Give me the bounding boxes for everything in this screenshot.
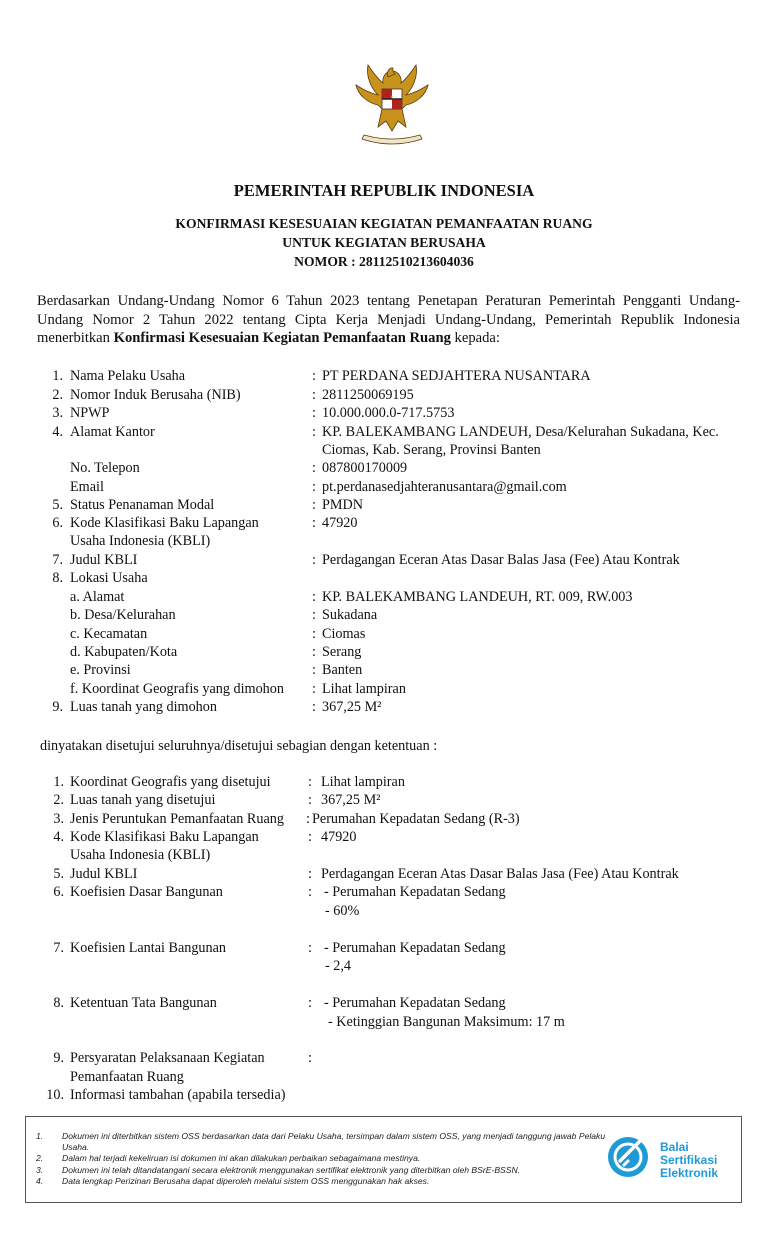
row-label: Lokasi Usaha	[70, 570, 148, 586]
footnote-number: 1.	[36, 1131, 44, 1141]
row-label: Kode Klasifikasi Baku Lapangan	[70, 515, 259, 531]
row-value: 47920	[322, 515, 358, 531]
row-label: NPWP	[70, 405, 110, 421]
row-value: 10.000.000.0-717.5753	[322, 405, 455, 421]
row-label: Alamat Kantor	[70, 424, 155, 440]
government-title: PEMERINTAH REPUBLIK INDONESIA	[233, 181, 535, 200]
row-label: Nama Pelaku Usaha	[70, 368, 186, 384]
row-value: - 60%	[325, 903, 360, 919]
intro-paragraph	[37, 292, 740, 348]
row-label: Jenis Peruntukan Pemanfaatan Ruang	[70, 811, 284, 827]
footnote-text: Dokumen ini telah ditandatangani secara elektronik menggunakan sertifikat elektronik yang diterbitkan oleh BSrE-BSSN.	[62, 1165, 521, 1175]
row-colon: :	[312, 662, 316, 678]
row-label: Email	[70, 479, 104, 495]
row-num: 1.	[53, 774, 64, 790]
row-label: Kode Klasifikasi Baku Lapangan	[70, 829, 259, 845]
row-value: - Perumahan Kepadatan Sedang	[324, 995, 506, 1011]
row-label: Usaha Indonesia (KBLI)	[70, 533, 211, 549]
row-colon: :	[308, 829, 312, 845]
footnote-number: 3.	[36, 1165, 44, 1175]
row-value: Lihat lampiran	[322, 681, 406, 697]
bsre-logo	[606, 1131, 736, 1181]
row-colon: :	[312, 681, 316, 697]
row-value: PMDN	[322, 497, 363, 513]
row-colon: :	[308, 792, 312, 808]
row-value: - 2,4	[325, 958, 352, 974]
row-num: 3.	[53, 811, 64, 827]
row-value: Ciomas	[322, 626, 366, 642]
row-label: Usaha Indonesia (KBLI)	[70, 847, 211, 863]
footnote-text: Dalam hal terjadi kekeliruan isi dokumen ini akan dilakukan perbaikan sebagaimana mestinya.	[62, 1153, 421, 1163]
row-value: - Perumahan Kepadatan Sedang	[324, 940, 506, 956]
bsre-logo-icon	[606, 1131, 736, 1181]
row-value: 367,25 M²	[322, 699, 382, 715]
row-value: - Perumahan Kepadatan Sedang	[324, 884, 506, 900]
row-num: 2.	[52, 387, 63, 403]
row-num: 4.	[53, 829, 64, 845]
row-num: 6.	[53, 884, 64, 900]
row-colon: :	[306, 811, 310, 827]
row-value: Serang	[322, 644, 362, 660]
footnote-text: Data lengkap Perizinan Berusaha dapat diperoleh melalui sistem OSS menggunakan hak akses.	[62, 1176, 430, 1186]
row-value: Lihat lampiran	[321, 774, 405, 790]
row-value: pt.perdanasedjahteranusantara@gmail.com	[322, 479, 567, 495]
row-num: 5.	[53, 866, 64, 882]
row-colon: :	[308, 774, 312, 790]
row-num: 4.	[52, 424, 63, 440]
row-value: Perdagangan Eceran Atas Dasar Balas Jasa (Fee) Atau Kontrak	[321, 866, 679, 882]
row-value: Ciomas, Kab. Serang, Provinsi Banten	[322, 442, 541, 458]
row-colon: :	[308, 884, 312, 900]
row-colon: :	[312, 387, 316, 403]
row-colon: :	[312, 368, 316, 384]
row-label: Pemanfaatan Ruang	[70, 1069, 184, 1085]
bsre-line1: Balai	[660, 1140, 689, 1154]
row-value: Sukadana	[322, 607, 378, 623]
row-value: Perumahan Kepadatan Sedang (R-3)	[312, 811, 520, 827]
footnote-number: 4.	[36, 1176, 44, 1186]
row-label: Judul KBLI	[70, 866, 138, 882]
row-colon: :	[312, 552, 316, 568]
row-label: Informasi tambahan (apabila tersedia)	[70, 1087, 286, 1103]
row-label: a. Alamat	[70, 589, 125, 605]
row-colon: :	[312, 460, 316, 476]
row-label: Persyaratan Pelaksanaan Kegiatan	[70, 1050, 265, 1066]
row-value: KP. BALEKAMBANG LANDEUH, RT. 009, RW.003	[322, 589, 633, 605]
intro-text: Berdasarkan Undang-Undang Nomor 6 Tahun 2023 tentang Penetapan Peraturan Pemerintah Pengganti Undang-Undang Nomor 2 Tahun 2022 tentang Cipta Kerja Menjadi Undang-Undang, Pemerintah Republik Indonesia menerbitkan	[37, 293, 740, 346]
row-colon: :	[308, 940, 312, 956]
footer-notes-box	[25, 1116, 742, 1203]
approval-statement: dinyatakan disetujui seluruhnya/disetujui sebagian dengan ketentuan :	[40, 738, 438, 754]
row-colon: :	[308, 995, 312, 1011]
row-num: 7.	[53, 940, 64, 956]
row-num: 1.	[52, 368, 63, 384]
row-label: b. Desa/Kelurahan	[70, 607, 176, 623]
garuda-emblem-icon	[348, 57, 436, 149]
row-label: d. Kabupaten/Kota	[70, 644, 178, 660]
row-colon: :	[312, 699, 316, 715]
document-title-line2: UNTUK KEGIATAN BERUSAHA	[282, 235, 486, 250]
row-colon: :	[312, 405, 316, 421]
row-label: Koefisien Lantai Bangunan	[70, 940, 227, 956]
row-colon: :	[308, 866, 312, 882]
intro-text-end: kepada:	[450, 330, 500, 346]
row-value: KP. BALEKAMBANG LANDEUH, Desa/Kelurahan Sukadana, Kec.	[322, 424, 719, 440]
row-value: 47920	[321, 829, 357, 845]
row-colon: :	[312, 515, 316, 531]
footnote-number: 2.	[36, 1153, 44, 1163]
row-label: Koefisien Dasar Bangunan	[70, 884, 223, 900]
row-num: 9.	[52, 699, 63, 715]
row-colon: :	[312, 589, 316, 605]
footnote-text: Dokumen ini diterbitkan sistem OSS berdasarkan data dari Pelaku Usaha, tersimpan dalam sistem OSS, yang menjadi tanggung jawab Pelaku Usaha.	[62, 1131, 606, 1152]
row-label: f. Koordinat Geografis yang dimohon	[70, 681, 284, 697]
row-num: 7.	[52, 552, 63, 568]
row-num: 3.	[52, 405, 63, 421]
row-colon: :	[312, 479, 316, 495]
row-label: c. Kecamatan	[70, 626, 148, 642]
row-colon: :	[312, 626, 316, 642]
row-label: e. Provinsi	[70, 662, 131, 678]
row-num: 2.	[53, 792, 64, 808]
row-value: 2811250069195	[322, 387, 414, 403]
row-label: Status Penanaman Modal	[70, 497, 215, 513]
row-value: PT PERDANA SEDJAHTERA NUSANTARA	[322, 368, 591, 384]
intro-bold-text: Konfirmasi Kesesuaian Kegiatan Pemanfaatan Ruang	[113, 330, 451, 346]
row-colon: :	[312, 424, 316, 440]
row-label: Ketentuan Tata Bangunan	[70, 995, 217, 1011]
row-label: Luas tanah yang disetujui	[70, 792, 216, 808]
row-value: 087800170009	[322, 460, 408, 476]
document-title-line1: KONFIRMASI KESESUAIAN KEGIATAN PEMANFAATAN RUANG	[175, 216, 593, 231]
row-colon: :	[312, 644, 316, 660]
row-value: Banten	[322, 662, 363, 678]
row-colon: :	[312, 497, 316, 513]
row-label: No. Telepon	[70, 460, 140, 476]
row-num: 6.	[52, 515, 63, 531]
row-colon: :	[308, 1050, 312, 1066]
bsre-line3: Elektronik	[660, 1166, 719, 1180]
row-num: 8.	[52, 570, 63, 586]
row-label: Judul KBLI	[70, 552, 138, 568]
row-value: Perdagangan Eceran Atas Dasar Balas Jasa (Fee) Atau Kontrak	[322, 552, 680, 568]
row-label: Luas tanah yang dimohon	[70, 699, 217, 715]
row-label: Nomor Induk Berusaha (NIB)	[70, 387, 241, 403]
row-num: 10.	[46, 1087, 64, 1103]
row-num: 9.	[53, 1050, 64, 1066]
row-value: - Ketinggian Bangunan Maksimum: 17 m	[328, 1014, 565, 1030]
row-colon: :	[312, 607, 316, 623]
row-num: 5.	[52, 497, 63, 513]
row-label: Koordinat Geografis yang disetujui	[70, 774, 271, 790]
row-num: 8.	[53, 995, 64, 1011]
bsre-line2: Sertifikasi	[660, 1153, 718, 1167]
row-value: 367,25 M²	[321, 792, 381, 808]
document-number: NOMOR : 28112510213604036	[294, 254, 474, 269]
